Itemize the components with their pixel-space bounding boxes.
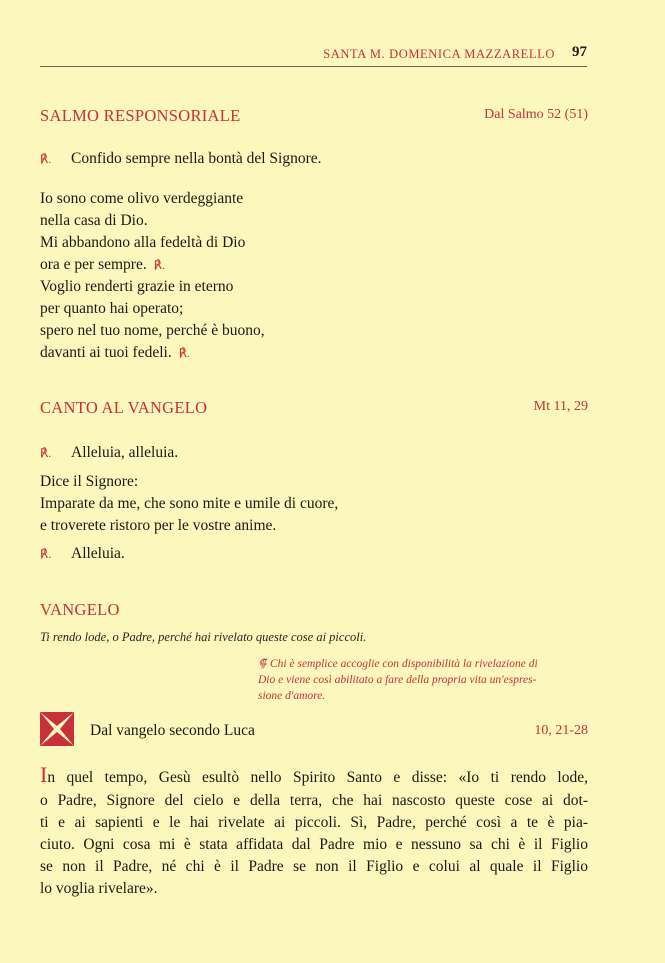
page-number: 97 — [572, 44, 587, 60]
psalm-verse: Voglio renderti grazie in eterno — [40, 278, 234, 295]
vangelo-title: VANGELO — [40, 600, 120, 619]
psalm-verse: Io sono come olivo verdeggiante — [40, 190, 244, 207]
response-symbol: ℟. — [178, 346, 190, 360]
vangelo-subtitle: Ti rendo lode, o Padre, perché hai rivelato queste cose ai piccoli. — [40, 630, 367, 644]
gospel-text-line: ti e ai sapienti e le hai rivelate ai piccoli. Sì, Padre, perché così a te è pia- — [40, 814, 588, 831]
psalm-verse: per quanto hai operato; — [40, 300, 184, 317]
gospel-text-line: lo voglia rivelare». — [40, 880, 158, 897]
dropcap: I — [40, 762, 48, 787]
canto-line: e troverete ristoro per le vostre anime. — [40, 517, 277, 534]
psalm-response-text: Confido sempre nella bontà del Signore. — [71, 150, 322, 167]
response-symbol: ℟. — [40, 446, 52, 460]
comment-line: Chi è semplice accoglie con disponibilità la rivelazione di — [270, 658, 538, 670]
canto-response-text: Alleluia. — [71, 545, 125, 562]
response-symbol: ℟. — [40, 152, 52, 166]
psalm-heading — [40, 106, 588, 128]
comment-line: Dio e viene così abilitato a fare della propria vita un'espres- — [258, 674, 537, 686]
canto-reference: Mt 11, 29 — [533, 399, 588, 414]
psalm-title: SALMO RESPONSORIALE — [40, 106, 241, 125]
canto-line: Imparate da me, che sono mite e umile di cuore, — [40, 495, 339, 512]
canto-response — [40, 442, 178, 464]
response-symbol: ℟. — [40, 547, 52, 561]
psalm-verse: Mi abbandono alla fedeltà di Dio — [40, 234, 246, 251]
canto-heading — [40, 398, 588, 420]
psalm-verse: spero nel tuo nome, perché è buono, — [40, 322, 265, 339]
gospel-heading — [90, 722, 588, 744]
psalm-verse-with-response — [40, 254, 165, 276]
psalm-verse: ora e per sempre. — [40, 256, 147, 273]
canto-title: CANTO AL VANGELO — [40, 398, 208, 417]
canto-line: Dice il Signore: — [40, 473, 139, 490]
canto-response — [40, 543, 125, 565]
gospel-text: n quel tempo, Gesù esultò nello Spirito Santo e disse: «Io ti rendo lode, — [47, 769, 588, 786]
running-header — [40, 44, 587, 67]
gospel-heading-text: Dal vangelo secondo Luca — [90, 722, 255, 739]
running-title: SANTA M. DOMENICA MAZZARELLO — [323, 47, 555, 61]
response-symbol: ℟. — [153, 258, 165, 272]
gospel-text-line: ciuto. Ogni cosa mi è stata affidata dal Padre mio e nessuno sa chi è il Figlio — [40, 836, 588, 853]
gospel-text-line: o Padre, Signore del cielo e della terra, che hai nascosto queste cose ai dot- — [40, 792, 588, 809]
canto-response-text: Alleluia, alleluia. — [71, 444, 179, 461]
gospel-reference: 10, 21-28 — [534, 723, 588, 738]
gospel-text-line — [40, 764, 588, 789]
psalm-reference: Dal Salmo 52 (51) — [484, 107, 588, 122]
psalm-verse: davanti ai tuoi fedeli. — [40, 344, 172, 361]
gospel-text-line: se non il Padre, né chi è il Padre se non il Figlio e colui al quale il Figlio — [40, 858, 588, 875]
psalm-response — [40, 148, 322, 170]
comment-mark-icon: ⸿ — [258, 658, 267, 670]
gospel-cross-icon — [40, 712, 74, 746]
vangelo-comment — [258, 656, 588, 706]
psalm-verse-with-response — [40, 342, 190, 364]
psalm-verse: nella casa di Dio. — [40, 212, 148, 229]
comment-line: sione d'amore. — [258, 690, 326, 702]
vangelo-heading — [40, 600, 588, 622]
